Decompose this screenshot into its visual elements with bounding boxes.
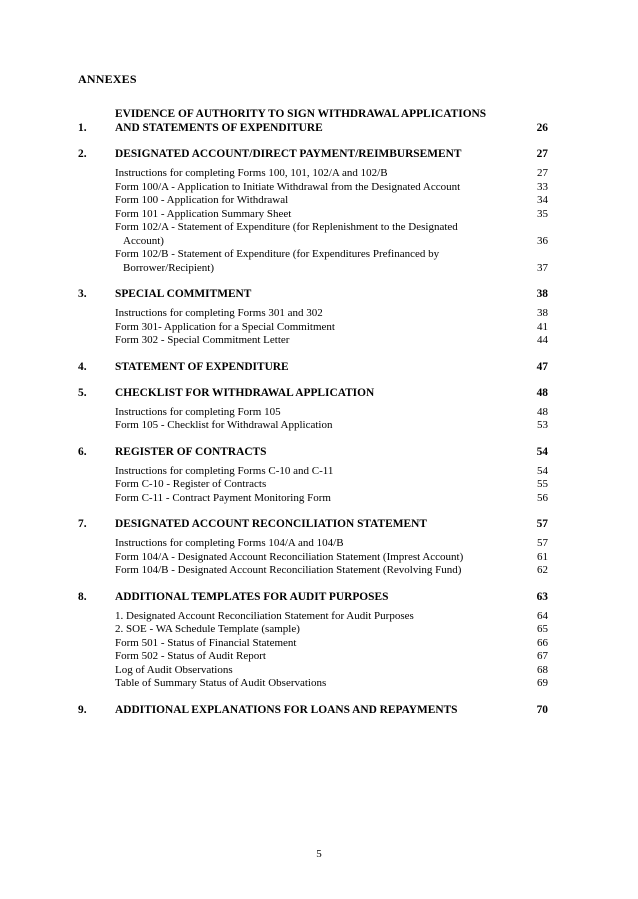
section-page-number: 57 <box>536 518 548 530</box>
toc-item-page-number: 38 <box>537 307 548 319</box>
toc-item <box>115 677 548 691</box>
toc-item-label: Form 101 - Application Summary Sheet <box>115 207 292 220</box>
toc-item-page-number: 68 <box>537 663 548 676</box>
toc-item <box>115 623 548 637</box>
toc-item-label: Instructions for completing Forms C-10 and C-11 <box>115 464 334 477</box>
toc-item-page-number: 61 <box>537 550 548 563</box>
toc-item <box>115 551 548 565</box>
toc-item-page-number: 56 <box>537 491 548 504</box>
toc-item-text <box>115 248 522 275</box>
section-title <box>115 147 522 161</box>
toc-item-continuation: Account) <box>123 234 164 247</box>
toc-item <box>115 419 548 433</box>
toc-item-label: Form C-11 - Contract Payment Monitoring Form <box>115 491 331 504</box>
toc-item-text <box>115 637 522 651</box>
toc-item <box>115 637 548 651</box>
annex-section <box>78 147 548 275</box>
toc-item-text <box>115 419 522 433</box>
toc-item <box>115 610 548 624</box>
section-page-number: 63 <box>536 590 548 603</box>
section-page-number: 54 <box>536 445 548 458</box>
toc-item-label: Table of Summary Status of Audit Observations <box>115 677 327 689</box>
toc-item-page-number: 55 <box>537 478 548 490</box>
toc-item-text <box>115 221 522 248</box>
toc-item-page-number: 36 <box>537 234 548 247</box>
section-title <box>115 445 522 459</box>
toc-item-text <box>115 321 522 335</box>
annex-section <box>78 360 548 374</box>
toc-item <box>115 221 548 248</box>
section-number: 8. <box>78 590 87 603</box>
section-items <box>115 537 548 578</box>
toc-item-page-number: 33 <box>537 180 548 193</box>
toc-item-label: Instructions for completing Form 105 <box>115 405 281 418</box>
toc-item-text <box>115 167 522 181</box>
toc-item-text <box>115 334 522 348</box>
section-title-line: ADDITIONAL EXPLANATIONS FOR LOANS AND REPAYMENTS <box>115 703 458 716</box>
toc-item <box>115 321 548 335</box>
toc-item-label: Instructions for completing Forms 100, 101, 102/A and 102/B <box>115 167 388 179</box>
toc-item <box>115 537 548 551</box>
section-heading <box>78 590 548 604</box>
section-number: 5. <box>78 386 87 399</box>
toc-item <box>115 334 548 348</box>
annex-section <box>78 703 548 717</box>
toc-item-label: 2. SOE - WA Schedule Template (sample) <box>115 623 300 635</box>
toc-item-page-number: 27 <box>537 167 548 179</box>
toc-item <box>115 564 548 578</box>
section-title <box>115 590 522 604</box>
toc-item-label: Form 502 - Status of Audit Report <box>115 650 266 662</box>
section-number: 1. <box>78 122 87 134</box>
toc-item-page-number: 53 <box>537 419 548 431</box>
toc-item-text <box>115 623 522 637</box>
toc-item-label: Form 102/B - Statement of Expenditure (for Expenditures Prefinanced by <box>115 248 440 260</box>
toc-item <box>115 181 548 195</box>
toc-item-page-number: 67 <box>537 650 548 662</box>
section-number: 7. <box>78 518 87 530</box>
section-list <box>78 107 548 717</box>
toc-item-page-number: 35 <box>537 207 548 220</box>
toc-item <box>115 406 548 420</box>
annex-section <box>78 287 548 348</box>
section-page-number: 70 <box>536 703 548 716</box>
toc-item-page-number: 44 <box>537 334 548 346</box>
toc-item-label: Form 102/A - Statement of Expenditure (for Replenishment to the Designated <box>115 221 458 233</box>
toc-item <box>115 664 548 678</box>
toc-item-label: Form 104/B - Designated Account Reconciliation Statement (Revolving Fund) <box>115 564 462 576</box>
toc-item-text <box>115 564 522 578</box>
toc-item-label: Instructions for completing Forms 301 and 302 <box>115 307 323 319</box>
section-items <box>115 307 548 348</box>
section-items <box>115 406 548 433</box>
section-title <box>115 386 522 400</box>
section-heading <box>78 703 548 717</box>
toc-item-label: Form 100 - Application for Withdrawal <box>115 194 289 206</box>
annex-section <box>78 107 548 135</box>
toc-item <box>115 492 548 506</box>
toc-item-page-number: 62 <box>537 564 548 576</box>
toc-item-text <box>115 465 522 479</box>
toc-item <box>115 208 548 222</box>
section-number: 9. <box>78 703 87 716</box>
annex-section <box>78 445 548 506</box>
section-title-line: STATEMENT OF EXPENDITURE <box>115 360 289 373</box>
section-page-number: 26 <box>536 122 548 134</box>
toc-item-text <box>115 677 522 691</box>
toc-item <box>115 465 548 479</box>
toc-item-text <box>115 478 522 492</box>
section-title-line: CHECKLIST FOR WITHDRAWAL APPLICATION <box>115 386 375 399</box>
toc-item-text <box>115 492 522 506</box>
section-heading <box>78 360 548 374</box>
toc-item-page-number: 69 <box>537 677 548 689</box>
toc-item-page-number: 64 <box>537 609 548 622</box>
annex-section <box>78 517 548 578</box>
section-title <box>115 107 522 135</box>
section-title-line: AND STATEMENTS OF EXPENDITURE <box>115 122 323 134</box>
toc-item <box>115 194 548 208</box>
section-title-line: SPECIAL COMMITMENT <box>115 288 252 300</box>
toc-item-label: Form C-10 - Register of Contracts <box>115 478 267 490</box>
toc-item-text <box>115 181 522 195</box>
toc-item <box>115 650 548 664</box>
toc-item-label: Form 302 - Special Commitment Letter <box>115 334 290 346</box>
section-title <box>115 287 522 301</box>
section-title <box>115 517 522 531</box>
section-title-line: EVIDENCE OF AUTHORITY TO SIGN WITHDRAWAL APPLICATIONS <box>115 108 487 120</box>
toc-item-label: 1. Designated Account Reconciliation Statement for Audit Purposes <box>115 609 414 622</box>
toc-item-label: Form 105 - Checklist for Withdrawal Application <box>115 419 333 431</box>
toc-item-text <box>115 551 522 565</box>
section-number: 3. <box>78 288 87 300</box>
section-number: 2. <box>78 148 87 160</box>
annex-section <box>78 590 548 691</box>
toc-item-label: Form 301- Application for a Special Commitment <box>115 320 335 333</box>
section-page-number: 27 <box>536 148 548 160</box>
toc-item <box>115 248 548 275</box>
toc-item-label: Form 104/A - Designated Account Reconciliation Statement (Imprest Account) <box>115 550 464 563</box>
toc-item-page-number: 65 <box>537 623 548 635</box>
section-title-line: DESIGNATED ACCOUNT/DIRECT PAYMENT/REIMBURSEMENT <box>115 148 462 160</box>
toc-item-page-number: 37 <box>537 261 548 274</box>
page-title: ANNEXES <box>78 72 137 86</box>
section-number: 6. <box>78 445 87 458</box>
section-number: 4. <box>78 360 87 373</box>
toc-item <box>115 478 548 492</box>
toc-item-text <box>115 664 522 678</box>
section-heading <box>78 287 548 301</box>
toc-item-text <box>115 650 522 664</box>
toc-item-page-number: 41 <box>537 320 548 333</box>
toc-item-page-number: 57 <box>537 537 548 549</box>
toc-item-page-number: 54 <box>537 464 548 477</box>
section-title-line: REGISTER OF CONTRACTS <box>115 445 267 458</box>
section-title-line: DESIGNATED ACCOUNT RECONCILIATION STATEMENT <box>115 518 427 530</box>
toc-item <box>115 307 548 321</box>
section-heading <box>78 147 548 161</box>
annex-contents <box>78 72 548 729</box>
section-items <box>115 610 548 691</box>
section-items <box>115 167 548 275</box>
annex-section <box>78 386 548 433</box>
section-title <box>115 703 522 717</box>
toc-item-page-number: 34 <box>537 194 548 206</box>
section-page-number: 47 <box>536 360 548 373</box>
page-number: 5 <box>316 848 322 860</box>
section-heading <box>78 107 548 135</box>
toc-item-text <box>115 208 522 222</box>
section-title <box>115 360 522 374</box>
toc-item-text <box>115 610 522 624</box>
section-heading <box>78 386 548 400</box>
toc-item-text <box>115 194 522 208</box>
toc-item-text <box>115 406 522 420</box>
toc-item <box>115 167 548 181</box>
toc-item-label: Instructions for completing Forms 104/A and 104/B <box>115 537 344 549</box>
section-title-line: ADDITIONAL TEMPLATES FOR AUDIT PURPOSES <box>115 590 389 603</box>
section-items <box>115 465 548 506</box>
toc-item-continuation: Borrower/Recipient) <box>123 261 215 274</box>
section-heading <box>78 517 548 531</box>
toc-item-label: Form 100/A - Application to Initiate Withdrawal from the Designated Account <box>115 180 461 193</box>
toc-item-page-number: 66 <box>537 636 548 649</box>
section-page-number: 38 <box>536 288 548 300</box>
section-heading <box>78 445 548 459</box>
toc-item-page-number: 48 <box>537 405 548 418</box>
toc-item-text <box>115 307 522 321</box>
section-page-number: 48 <box>536 386 548 399</box>
toc-item-label: Log of Audit Observations <box>115 663 233 676</box>
toc-item-text <box>115 537 522 551</box>
toc-item-label: Form 501 - Status of Financial Statement <box>115 636 297 649</box>
